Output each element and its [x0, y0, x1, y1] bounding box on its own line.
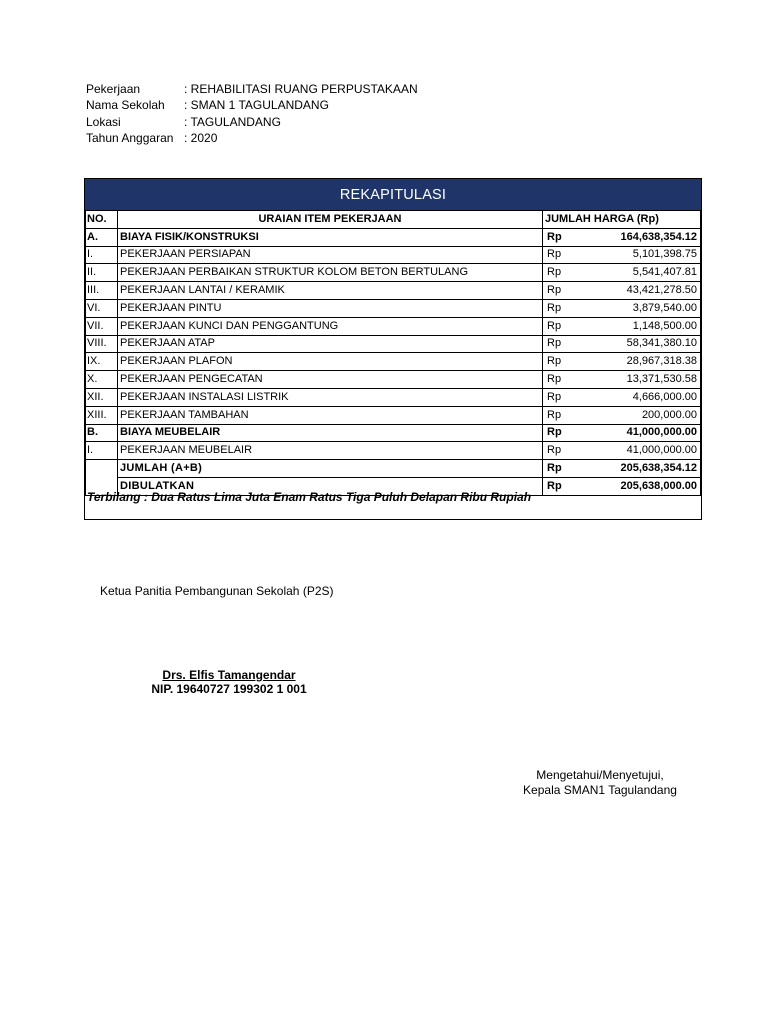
info-label: Lokasi [86, 114, 121, 129]
table-row [86, 264, 701, 282]
signer-nip: NIP. 19640727 199302 1 001 [151, 682, 307, 696]
table-row [86, 442, 701, 460]
info-label: Nama Sekolah [86, 98, 165, 113]
table-row [86, 317, 701, 335]
row-currency: Rp [543, 406, 593, 424]
row-no: X. [86, 371, 118, 389]
row-amount: 58,341,380.10 [593, 335, 701, 353]
signature-right-line1: Mengetahui/Menyetujui, [536, 768, 664, 782]
row-currency: Rp [543, 282, 593, 300]
terbilang-text: Terbilang : Dua Ratus Lima Juta Enam Ratus Tiga Puluh Delapan Ribu Rupiah [87, 490, 532, 504]
jumlah-currency: Rp [543, 460, 593, 478]
row-currency: Rp [543, 371, 593, 389]
signature-right-line2: Kepala SMAN1 Tagulandang [523, 782, 677, 797]
info-row-tahun-anggaran [86, 130, 418, 146]
row-amount: 41,000,000.00 [593, 442, 701, 460]
jumlah-row [86, 460, 701, 478]
row-amount: 1,148,500.00 [593, 317, 701, 335]
table-row [86, 406, 701, 424]
row-amount: 5,541,407.81 [593, 264, 701, 282]
header-uraian: URAIAN ITEM PEKERJAAN [118, 211, 543, 229]
row-uraian: PEKERJAAN KUNCI DAN PENGGANTUNG [118, 317, 543, 335]
row-amount: 13,371,530.58 [593, 371, 701, 389]
row-amount: 5,101,398.75 [593, 246, 701, 264]
row-currency: Rp [543, 424, 593, 442]
row-no: II. [86, 264, 118, 282]
row-amount: 28,967,318.38 [593, 353, 701, 371]
row-currency: Rp [543, 246, 593, 264]
row-uraian: PEKERJAAN LANTAI / KERAMIK [118, 282, 543, 300]
table-row [86, 424, 701, 442]
row-no: I. [86, 246, 118, 264]
jumlah-amount: 205,638,354.12 [593, 460, 701, 478]
info-value: : 2020 [184, 130, 218, 145]
row-no: A. [86, 228, 118, 246]
table-header-row [86, 211, 701, 229]
row-no: VII. [86, 317, 118, 335]
row-uraian: PEKERJAAN PERBAIKAN STRUKTUR KOLOM BETON BERTULANG [118, 264, 543, 282]
rekapitulasi-table [85, 210, 701, 496]
info-value: : SMAN 1 TAGULANDANG [184, 98, 329, 113]
signature-left-title: Ketua Panitia Pembangunan Sekolah (P2S) [100, 584, 334, 598]
table-row [86, 353, 701, 371]
table-row [86, 371, 701, 389]
table-row [86, 282, 701, 300]
info-row-nama-sekolah [86, 97, 418, 113]
table-row [86, 335, 701, 353]
row-amount: 43,421,278.50 [593, 282, 701, 300]
row-uraian: PEKERJAAN ATAP [118, 335, 543, 353]
row-amount: 3,879,540.00 [593, 299, 701, 317]
row-no: VI. [86, 299, 118, 317]
row-uraian: PEKERJAAN PENGECATAN [118, 371, 543, 389]
row-amount: 41,000,000.00 [593, 424, 701, 442]
table-row [86, 388, 701, 406]
row-currency: Rp [543, 388, 593, 406]
project-info [86, 81, 418, 146]
row-currency: Rp [543, 299, 593, 317]
row-uraian: PEKERJAAN PINTU [118, 299, 543, 317]
jumlah-no-cell [86, 460, 118, 478]
signer-name: Drs. Elfis Tamangendar [162, 668, 296, 682]
rekapitulasi-box [84, 178, 702, 520]
info-row-pekerjaan [86, 81, 418, 97]
dibulatkan-amount: 205,638,000.00 [593, 477, 701, 495]
row-uraian: PEKERJAAN TAMBAHAN [118, 406, 543, 424]
row-no: XII. [86, 388, 118, 406]
row-currency: Rp [543, 335, 593, 353]
row-amount: 200,000.00 [593, 406, 701, 424]
dibulatkan-label: DIBULATKAN [118, 477, 543, 495]
info-label: Tahun Anggaran [86, 130, 174, 145]
row-no: B. [86, 424, 118, 442]
table-row [86, 246, 701, 264]
row-currency: Rp [543, 264, 593, 282]
row-no: IX. [86, 353, 118, 371]
table-row [86, 299, 701, 317]
rekapitulasi-title: REKAPITULASI [85, 179, 701, 210]
row-uraian: PEKERJAAN PLAFON [118, 353, 543, 371]
row-amount: 164,638,354.12 [593, 228, 701, 246]
row-uraian: BIAYA FISIK/KONSTRUKSI [118, 228, 543, 246]
signature-left-signer [139, 668, 319, 696]
dibulatkan-currency: Rp [543, 477, 593, 495]
row-no: I. [86, 442, 118, 460]
info-value: : TAGULANDANG [184, 114, 281, 129]
row-currency: Rp [543, 317, 593, 335]
row-uraian: BIAYA MEUBELAIR [118, 424, 543, 442]
table-body [86, 228, 701, 459]
row-no: XIII. [86, 406, 118, 424]
info-label: Pekerjaan [86, 82, 141, 96]
signature-right [490, 768, 710, 797]
row-uraian: PEKERJAAN PERSIAPAN [118, 246, 543, 264]
row-uraian: PEKERJAAN INSTALASI LISTRIK [118, 388, 543, 406]
header-jumlah-harga: JUMLAH HARGA (Rp) [543, 211, 701, 229]
row-currency: Rp [543, 442, 593, 460]
row-uraian: PEKERJAAN MEUBELAIR [118, 442, 543, 460]
row-amount: 4,666,000.00 [593, 388, 701, 406]
table-row [86, 228, 701, 246]
jumlah-label: JUMLAH (A+B) [118, 460, 543, 478]
header-no: NO. [86, 211, 118, 229]
row-currency: Rp [543, 353, 593, 371]
info-value: : REHABILITASI RUANG PERPUSTAKAAN [184, 82, 418, 96]
row-no: III. [86, 282, 118, 300]
info-row-lokasi [86, 114, 418, 130]
row-no: VIII. [86, 335, 118, 353]
row-currency: Rp [543, 228, 593, 246]
